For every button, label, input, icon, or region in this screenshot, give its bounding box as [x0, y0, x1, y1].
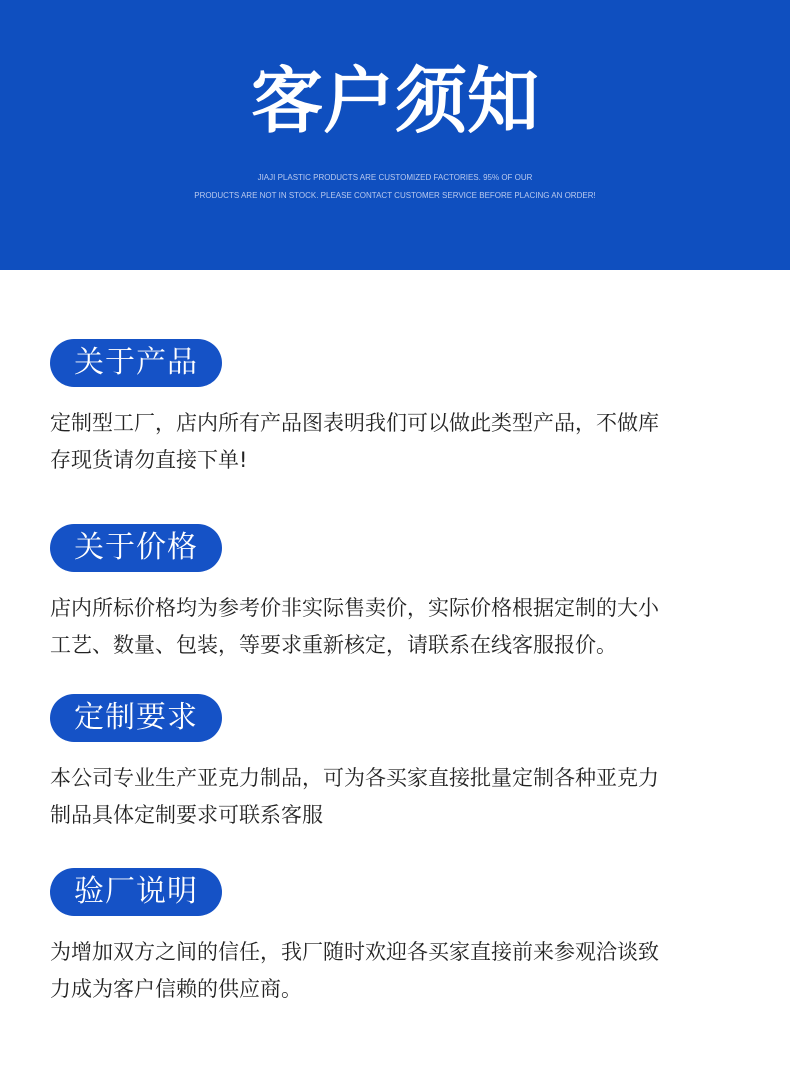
body-line: 定制型工厂，店内所有产品图表明我们可以做此类型产品，不做库 [50, 411, 659, 435]
header-banner [0, 0, 790, 270]
section-heading-badge: 关于产品 [50, 339, 222, 387]
section-body-text [50, 760, 750, 834]
section-heading-badge: 关于价格 [50, 524, 222, 572]
body-line: 存现货请勿直接下单! [50, 448, 248, 472]
body-line: 店内所标价格均为参考价非实际售卖价，实际价格根据定制的大小 [50, 596, 659, 620]
body-line: 为增加双方之间的信任，我厂随时欢迎各买家直接前来参观洽谈致 [50, 940, 659, 964]
banner-subtitle-line-2: PRODUCTS ARE NOT IN STOCK. PLEASE CONTACT CUSTOMER SERVICE BEFORE PLACING AN ORDER! [194, 191, 596, 200]
section-body-text [50, 405, 750, 479]
body-line: 本公司专业生产亚克力制品，可为各买家直接批量定制各种亚克力 [50, 766, 659, 790]
section-heading-badge: 定制要求 [50, 694, 222, 742]
body-line: 力成为客户信赖的供应商。 [50, 977, 302, 1001]
body-line: 工艺、数量、包装，等要求重新核定，请联系在线客服报价。 [50, 633, 617, 657]
section-body-text [50, 934, 750, 1008]
body-line: 制品具体定制要求可联系客服 [50, 803, 323, 827]
page-title: 客户须知 [250, 59, 539, 143]
section-body-text [50, 590, 750, 664]
banner-subtitle-line-1: JIAJI PLASTIC PRODUCTS ARE CUSTOMIZED FACTORIES. 95% OF OUR [257, 173, 533, 182]
section-heading-badge: 验厂说明 [50, 868, 222, 916]
